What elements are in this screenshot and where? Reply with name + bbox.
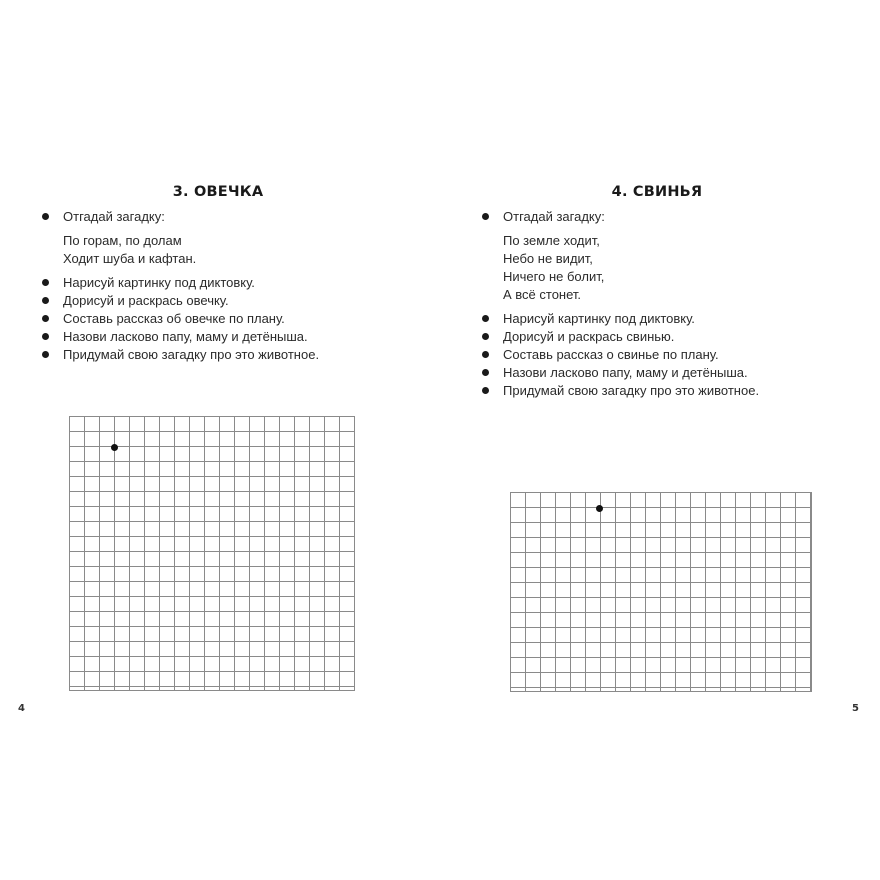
right-page bbox=[440, 0, 880, 880]
list-item-text: Дорисуй и раскрась свинью. bbox=[503, 329, 675, 344]
list-item-text: Дорисуй и раскрась овечку. bbox=[63, 293, 229, 308]
list-item-text: Придумай свою загадку про это животное. bbox=[63, 347, 320, 362]
drawing-grid[interactable] bbox=[510, 492, 812, 692]
bullet-icon bbox=[42, 297, 49, 304]
bullet-icon bbox=[482, 315, 489, 322]
bullet-icon bbox=[482, 369, 489, 376]
riddle-line: Ничего не болит, bbox=[503, 269, 605, 284]
riddle-line: По земле ходит, bbox=[503, 233, 600, 248]
drawing-grid[interactable] bbox=[69, 416, 355, 691]
riddle-line: Небо не видит, bbox=[503, 251, 593, 266]
bullet-icon bbox=[482, 333, 489, 340]
riddle-line: Ходит шуба и кафтан. bbox=[63, 251, 197, 266]
list-item-text: Отгадай загадку: bbox=[503, 209, 605, 224]
list-item-text: Назови ласково папу, маму и детёныша. bbox=[63, 329, 308, 344]
bullet-icon bbox=[42, 351, 49, 358]
start-point-icon bbox=[596, 505, 603, 512]
page-number: 4 bbox=[18, 703, 25, 714]
list-item bbox=[42, 274, 422, 292]
list-item bbox=[482, 208, 862, 226]
riddle-line: По горам, по долам bbox=[63, 233, 182, 248]
start-point-icon bbox=[111, 444, 118, 451]
list-item bbox=[482, 328, 862, 346]
list-item-text: Составь рассказ об овечке по плану. bbox=[63, 311, 285, 326]
bullet-icon bbox=[482, 213, 489, 220]
list-item-text: Назови ласково папу, маму и детёныша. bbox=[503, 365, 748, 380]
bullet-icon bbox=[42, 315, 49, 322]
list-item bbox=[482, 346, 862, 364]
riddle-line: А всё стонет. bbox=[503, 287, 582, 302]
page-number: 5 bbox=[852, 703, 859, 714]
list-item bbox=[482, 364, 862, 382]
list-item-text: Составь рассказ о свинье по плану. bbox=[503, 347, 719, 362]
bullet-icon bbox=[42, 213, 49, 220]
list-item bbox=[42, 208, 422, 226]
list-item bbox=[482, 310, 862, 328]
task-list bbox=[482, 208, 862, 400]
list-item-text: Нарисуй картинку под диктовку. bbox=[63, 275, 255, 290]
riddle bbox=[482, 232, 862, 304]
list-item bbox=[42, 310, 422, 328]
list-item-text: Отгадай загадку: bbox=[63, 209, 165, 224]
list-item bbox=[42, 328, 422, 346]
list-item bbox=[42, 346, 422, 364]
list-item-text: Придумай свою загадку про это животное. bbox=[503, 383, 760, 398]
list-item bbox=[482, 382, 862, 400]
bullet-icon bbox=[42, 279, 49, 286]
list-item-text: Нарисуй картинку под диктовку. bbox=[503, 311, 695, 326]
bullet-icon bbox=[42, 333, 49, 340]
bullet-icon bbox=[482, 351, 489, 358]
page-title: 3. ОВЕЧКА bbox=[172, 184, 264, 200]
page-title: 4. СВИНЬЯ bbox=[611, 184, 703, 200]
list-item bbox=[42, 292, 422, 310]
bullet-icon bbox=[482, 387, 489, 394]
riddle bbox=[42, 232, 422, 268]
task-list bbox=[42, 208, 422, 364]
